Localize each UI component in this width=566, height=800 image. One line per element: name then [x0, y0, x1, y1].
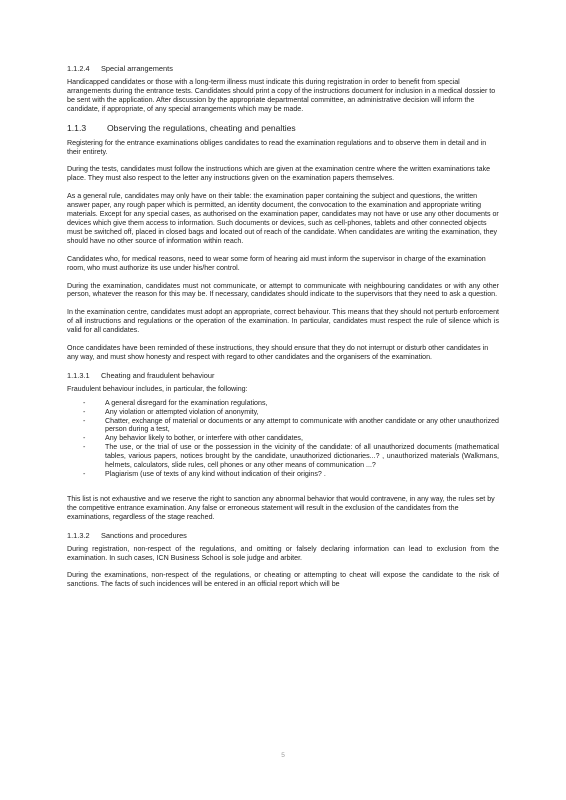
paragraph: In the examination centre, candidates must adopt an appropriate, correct behaviour. This means that they should not perturb enforcement of all instructions and regulations or the operation of the examination. In particular, candidates must respect the rule of silence which is valid for all candidates. [67, 308, 499, 335]
bullet-marker: - [83, 434, 86, 443]
bullet-marker: - [83, 407, 86, 416]
paragraph: Handicapped candidates or those with a long-term illness must indicate this during registration in order to benefit from special arrangements during the entrance tests. Candidates should print a copy of the instructions document for inclusion in a medical dossier to be sent with the application. After discussion by the appropriate departmental committee, an administrative decision will inform the candidate, if appropriate, of any special arrangements which may be made. [67, 78, 496, 113]
page-number: 5 [281, 752, 285, 759]
paragraph: Candidates who, for medical reasons, need to wear some form of hearing aid must inform the supervisor in charge of the examination room, who must authorize its use under his/her control. [67, 254, 486, 272]
document-page [67, 64, 499, 598]
section-heading-special-arrangements [67, 64, 499, 73]
section-number: 1.1.3.1 [67, 370, 90, 380]
list-item-text: Any violation or attempted violation of anonymity, [105, 407, 259, 416]
list-item [67, 470, 499, 479]
fraud-list [67, 399, 499, 479]
section-number: 1.1.3 [67, 122, 87, 133]
paragraph: Once candidates have been reminded of these instructions, they should ensure that they do not interrupt or disturb other candidates in any way, and must show honesty and respect with regard to other candidates and the organisers of the examination. [67, 344, 489, 361]
list-item-text: Any behavior likely to bother, or interfere with other candidates, [105, 434, 303, 443]
section-number: 1.1.3.2 [67, 530, 90, 540]
paragraph: This list is not exhaustive and we reserve the right to sanction any abnormal behavior that would contravene, in any way, the rules set by the competitive entrance examination. Any false or erroneous statement will result in the exclusion of the candidates from the examinations, regardless of the stage reached. [67, 494, 495, 521]
paragraph: As a general rule, candidates may only have on their table: the examination paper containing the subject and questions, the written answer paper, any rough paper which is permitted, an identity document, the convocation to the examination and appropriate writing materials. Except for any special cases, as authorised on the examination paper, candidates may not have or use any other documents or devices which give them access to information. Such documents or devices, such as cell-phones, tablets and other connected objects must be switched off, placed in closed bags and located out of reach of the candidate. When candidates are writing the examination, they should have no other source of information within reach. [67, 192, 499, 245]
list-item-text: A general disregard for the examination regulations, [105, 398, 268, 407]
list-item-text: Plagiarism (use of texts of any kind without indication of their origins? . [105, 470, 326, 478]
section-title: Cheating and fraudulent behaviour [101, 370, 215, 380]
section-title: Observing the regulations, cheating and penalties [107, 122, 296, 133]
bullet-marker: - [83, 398, 86, 407]
list-item [67, 399, 499, 408]
paragraph: During the examinations, non-respect of the regulations, or cheating or attempting to cheat will expose the candidate to the risk of sanctions. The facts of such incidences will be entered in an official report which will be [67, 571, 499, 589]
section-heading-regulations [67, 123, 499, 133]
list-item-text: The use, or the trial of use or the possession in the vicinity of the candidate: of all unauthorized documents (mathematical tables, various papers, notices brought by the candidate, unauthorized dictionaries...? , unauthorized materials (Walkmans, helmets, calculators, slide rules, cell phones or any other means of communication ...? [105, 443, 499, 470]
paragraph: Registering for the entrance examinations obliges candidates to read the examination regulations and to observe them in detail and in their entirety. [67, 138, 487, 156]
paragraph: During the examination, candidates must not communicate, or attempt to communicate with neighbouring candidates or with any other person, whatever the reason for this may be. If necessary, candidates should indicate to the supervisors that they need to ask a question. [67, 281, 499, 299]
section-heading-cheating [67, 371, 499, 380]
list-item [67, 443, 499, 470]
list-item [67, 434, 499, 443]
list-item [67, 417, 499, 435]
list-item-text: Chatter, exchange of material or documents or any attempt to communicate with another candidate or any other unauthorized person during a test, [105, 416, 499, 434]
paragraph: During the tests, candidates must follow the instructions which are given at the examination centre where the written examinations take place. They must also respect to the letter any instructions given on the examination papers themselves. [67, 165, 491, 183]
bullet-marker: - [83, 443, 86, 452]
bullet-marker: - [83, 416, 86, 425]
list-item [67, 408, 499, 417]
section-title: Sanctions and procedures [101, 530, 187, 540]
section-heading-sanctions [67, 531, 499, 540]
section-number: 1.1.2.4 [67, 64, 90, 73]
bullet-marker: - [83, 470, 86, 478]
paragraph: Fraudulent behaviour includes, in particular, the following: [67, 384, 248, 393]
section-title: Special arrangements [101, 64, 173, 73]
paragraph: During registration, non-respect of the regulations, and omitting or falsely declaring information can lead to exclusion from the examination. In such cases, ICN Business School is sole judge and arbiter. [67, 544, 499, 562]
